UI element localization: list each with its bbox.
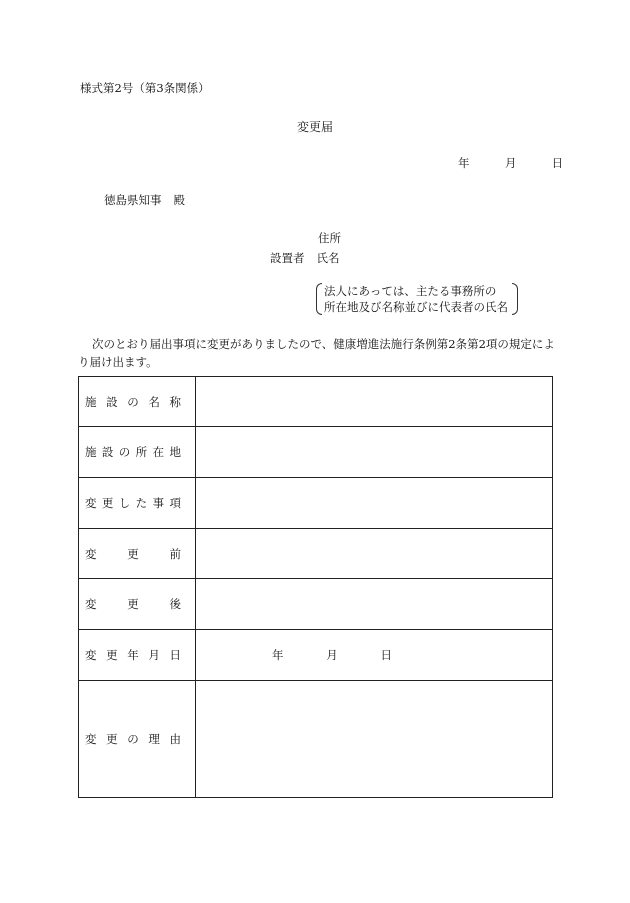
label-char: 変	[85, 648, 97, 662]
table-row	[79, 529, 553, 579]
label-char: 後	[169, 597, 181, 611]
change-date-year: 年	[272, 648, 284, 662]
applicant-line	[270, 250, 340, 266]
name-label: 氏名	[316, 251, 340, 265]
label-char: 前	[169, 546, 181, 561]
table-row	[79, 427, 553, 478]
facility-location-field[interactable]	[196, 427, 553, 478]
label-char: 変	[85, 496, 97, 510]
label-char: 更	[127, 546, 139, 561]
label-char: の	[127, 394, 139, 409]
label-char: 変	[85, 732, 97, 746]
table-row	[79, 579, 553, 630]
row-label-before-change	[79, 529, 196, 579]
label-char: 年	[127, 648, 139, 662]
label-text	[85, 731, 181, 747]
corporate-note	[316, 283, 518, 315]
changed-item-field[interactable]	[196, 478, 553, 529]
label-char: 項	[169, 496, 181, 510]
date-year-label: 年	[458, 156, 470, 170]
addressee-honorific: 殿	[173, 193, 185, 207]
label-char: 称	[169, 394, 181, 409]
label-char: 更	[106, 648, 118, 662]
label-char: 更	[127, 597, 139, 611]
table-row	[79, 630, 553, 681]
left-bracket	[316, 283, 322, 315]
addressee	[104, 192, 185, 208]
change-reason-field[interactable]	[196, 681, 553, 798]
label-text	[85, 394, 181, 410]
submission-date	[458, 155, 563, 171]
declaration-paragraph: 次のとおり届出事項に変更がありましたので、健康増進法施行条例第2条第2項の規定により届け出ます。	[78, 337, 555, 369]
corporate-note-line1: 法人にあっては、主たる事務所の	[324, 284, 497, 298]
row-label-changed-item	[79, 478, 196, 529]
after-change-field[interactable]	[196, 579, 553, 630]
label-text	[85, 444, 181, 460]
label-char: 名	[148, 394, 160, 409]
address-label: 住所	[318, 231, 341, 245]
label-char: 施	[85, 445, 97, 459]
label-char: 更	[101, 496, 114, 510]
label-char: 月	[148, 648, 160, 662]
label-char: 変	[85, 597, 97, 611]
label-char: 地	[169, 445, 181, 459]
table-row	[79, 681, 553, 798]
row-label-facility-name	[79, 377, 196, 427]
role-label: 設置者	[270, 251, 305, 265]
change-date-field[interactable]	[196, 630, 553, 681]
label-char: の	[118, 445, 131, 459]
page-title: 変更届	[296, 120, 333, 134]
form-number: 様式第2号（第3条関係）	[80, 81, 210, 95]
label-char: 変	[85, 546, 97, 561]
label-char: の	[127, 732, 139, 746]
label-char: 設	[106, 394, 118, 409]
date-day-label: 日	[551, 156, 564, 170]
facility-name-field[interactable]	[196, 377, 553, 427]
declaration-text	[78, 335, 556, 371]
label-char: 由	[169, 732, 181, 746]
change-date-day: 日	[380, 648, 392, 662]
row-label-change-date	[79, 630, 196, 681]
label-char: 施	[85, 394, 97, 409]
label-char: 理	[148, 732, 160, 746]
label-text	[85, 546, 181, 562]
row-label-change-reason	[79, 681, 196, 798]
row-label-facility-location	[79, 427, 196, 478]
table-row	[79, 478, 553, 529]
before-change-field[interactable]	[196, 529, 553, 579]
label-char: 所	[135, 445, 148, 459]
label-char: し	[118, 496, 131, 510]
date-month-label: 月	[504, 156, 517, 170]
change-date-units	[272, 647, 392, 663]
right-bracket	[512, 283, 518, 315]
change-form-table	[78, 376, 553, 798]
label-char: 日	[169, 648, 181, 662]
label-char: 設	[101, 445, 114, 459]
label-text	[85, 647, 181, 663]
label-char: た	[135, 496, 148, 510]
label-char: 在	[152, 445, 165, 459]
label-text	[85, 596, 181, 612]
label-char: 更	[106, 732, 118, 746]
label-char: 事	[152, 496, 165, 510]
addressee-name: 徳島県知事	[104, 193, 162, 207]
table-row	[79, 377, 553, 427]
row-label-after-change	[79, 579, 196, 630]
change-date-month: 月	[326, 648, 338, 662]
label-text	[85, 495, 181, 511]
corporate-note-line2: 所在地及び名称並びに代表者の氏名	[324, 300, 508, 314]
